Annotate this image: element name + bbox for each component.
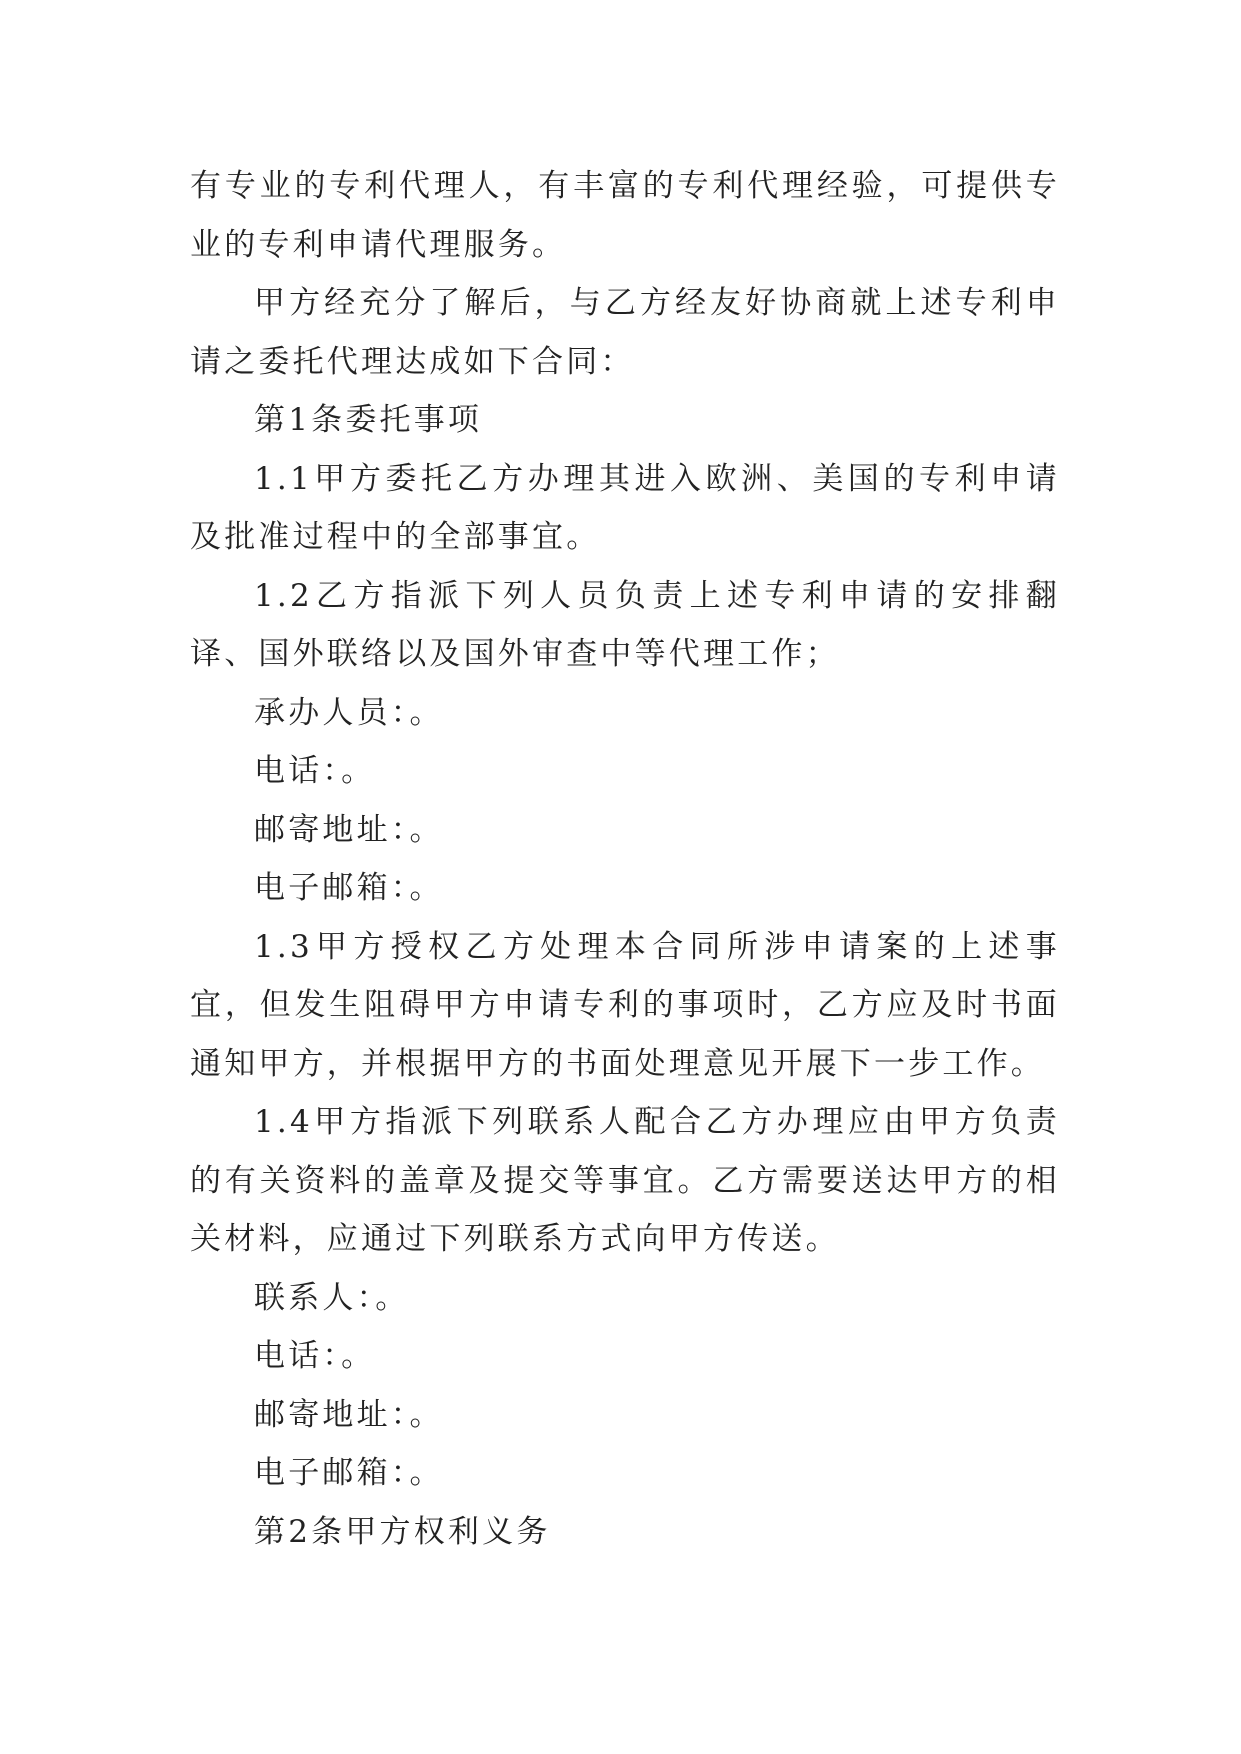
clause: 1.2乙方指派下列人员负责上述专利申请的安排翻译、国外联络以及国外审查中等代理工作；	[190, 577, 1060, 672]
article-heading: 第2条甲方权利义务	[254, 1513, 551, 1550]
field-line: 邮寄地址：。	[254, 1396, 444, 1433]
field-line: 电话：。	[254, 753, 376, 789]
field-line: 邮寄地址：。	[254, 811, 444, 848]
field-line: 联系人：。	[254, 1279, 410, 1316]
clause: 1.4甲方指派下列联系人配合乙方办理应由甲方负责的有关资料的盖章及提交等事宜。乙方需要送达甲方的相关材料，应通过下列联系方式向甲方传送。	[190, 1104, 1060, 1257]
paragraph: 甲方经充分了解后，与乙方经友好协商就上述专利申请之委托代理达成如下合同：	[190, 285, 1060, 380]
clause: 1.3甲方授权乙方处理本合同所涉申请案的上述事宜，但发生阻碍甲方申请专利的事项时，乙方应及时书面通知甲方，并根据甲方的书面处理意见开展下一步工作。	[190, 928, 1060, 1082]
field-line: 承办人员：。	[254, 694, 444, 731]
paragraph: 有专业的专利代理人，有丰富的专利代理经验，可提供专业的专利申请代理服务。	[190, 168, 1060, 263]
article-heading: 第1条委托事项	[254, 402, 483, 438]
field-line: 电子邮箱：。	[254, 870, 444, 906]
clause: 1.1甲方委托乙方办理其进入欧洲、美国的专利申请及批准过程中的全部事宜。	[190, 460, 1060, 555]
document-body	[190, 157, 1060, 1561]
field-line: 电话：。	[254, 1338, 376, 1374]
field-line: 电子邮箱：。	[254, 1455, 444, 1491]
